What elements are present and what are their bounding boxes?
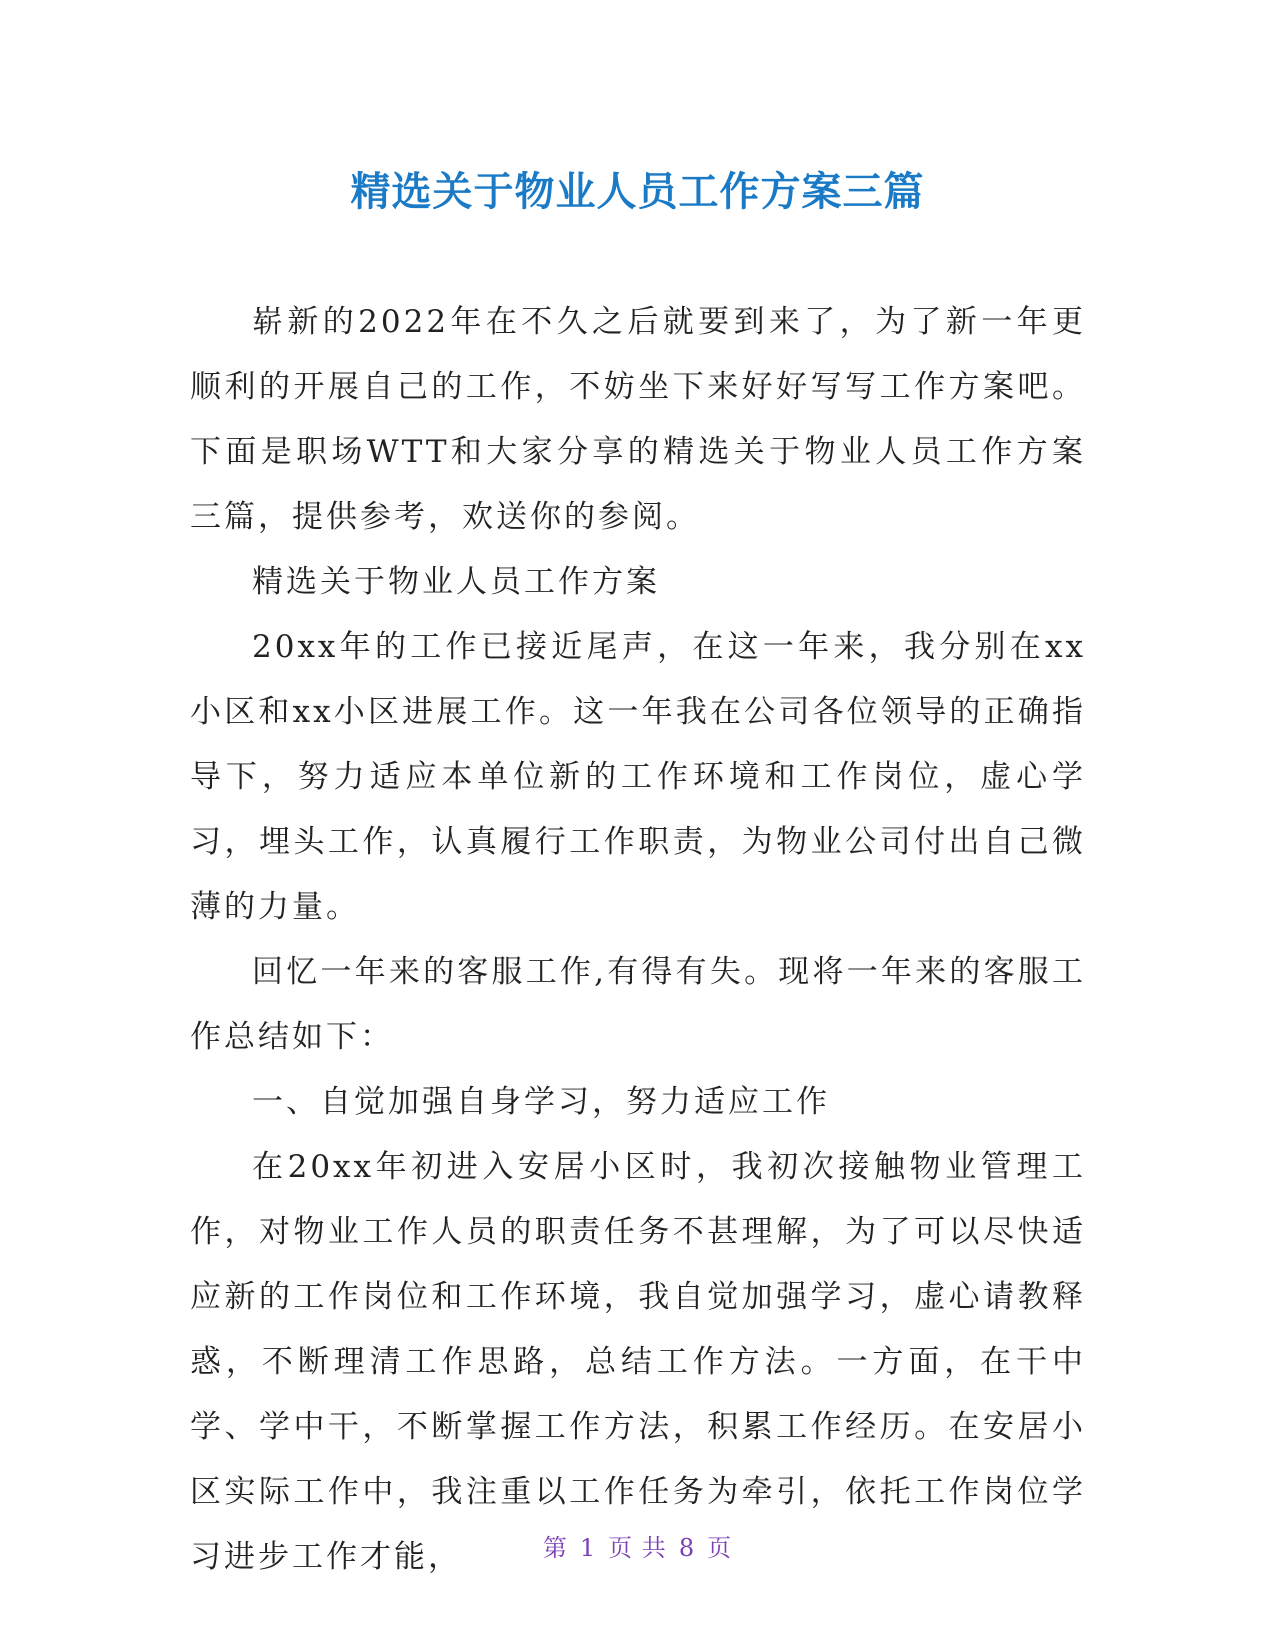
paragraph-year-review: 20xx年的工作已接近尾声，在这一年来，我分别在xx小区和xx小区进展工作。这一年我在公司各位领导的正确指导下，努力适应本单位新的工作环境和工作岗位，虚心学习，埋头工作，认真履行工作职责，为物业公司付出自己微薄的力量。 [190,629,1086,925]
paragraph-learning: 在20xx年初进入安居小区时，我初次接触物业管理工作，对物业工作人员的职责任务不甚理解，为了可以尽快适应新的工作岗位和工作环境，我自觉加强学习，虚心请教释惑，不断理清工作思路，总结工作方法。一方面，在干中学、学中干，不断掌握工作方法，积累工作经历。在安居小区实际工作中，我注重以工作任务为牵引，依托工作岗位学习进步工作才能， [190,1149,1086,1575]
document-title: 精选关于物业人员工作方案三篇 [350,169,925,215]
footer-current-page: 1 [579,1534,597,1562]
document-body [190,290,1086,1590]
footer-middle: 页 共 [608,1534,667,1562]
footer-total-pages: 8 [678,1534,696,1562]
paragraph-summary-lead: 回忆一年来的客服工作,有得有失。现将一年来的客服工作总结如下： [190,954,1086,1055]
section-heading-1: 一、自觉加强自身学习，努力适应工作 [252,1084,830,1120]
footer-suffix: 页 [707,1534,733,1562]
footer-prefix: 第 [542,1534,568,1562]
page-footer [0,1532,1275,1564]
paragraph-subtitle: 精选关于物业人员工作方案 [252,564,660,600]
paragraph-intro: 崭新的2022年在不久之后就要到来了，为了新一年更顺利的开展自己的工作，不妨坐下来好好写写工作方案吧。下面是职场WTT和大家分享的精选关于物业人员工作方案三篇，提供参考，欢送你的参阅。 [190,304,1086,535]
